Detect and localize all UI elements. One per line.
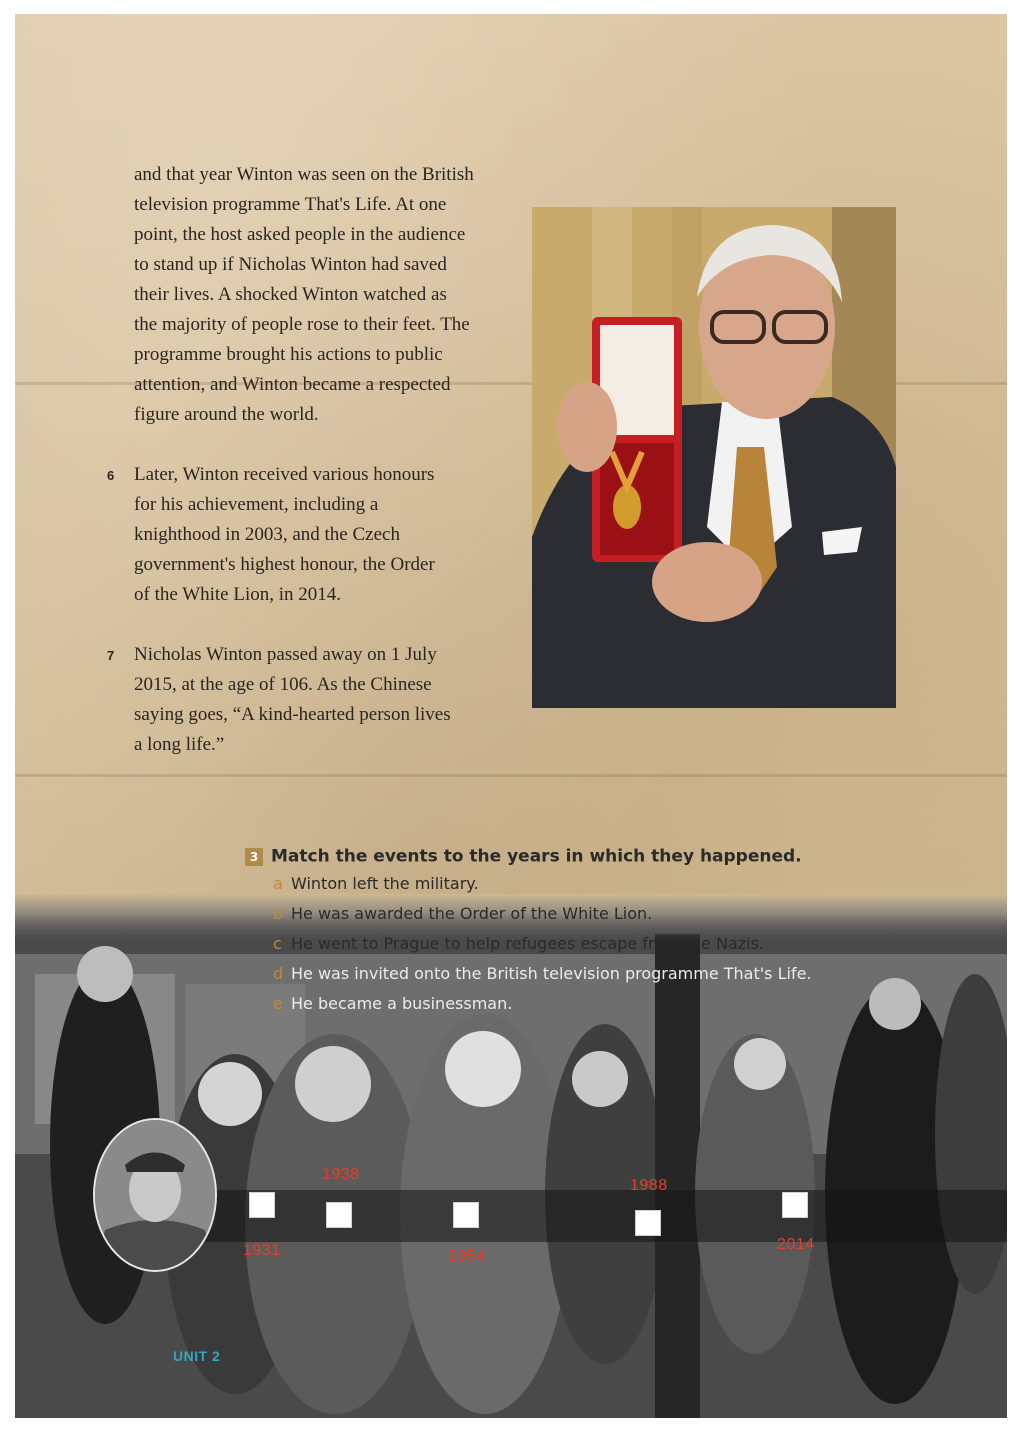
timeline-answer-box[interactable]	[453, 1202, 479, 1228]
exercise-items	[273, 869, 865, 1019]
text-line: government's highest honour, the Order	[134, 554, 435, 575]
timeline-year: 1938	[322, 1166, 360, 1183]
item-letter: e	[273, 993, 283, 1013]
exercise-3	[245, 846, 865, 1019]
timeline-year: 1931	[243, 1242, 281, 1259]
item-text: He was awarded the Order of the White Lion.	[291, 903, 653, 923]
item-text: He became a businessman.	[291, 993, 513, 1013]
text-line: the majority of people rose to their feet. The	[134, 314, 470, 335]
text-line: of the White Lion, in 2014.	[134, 584, 342, 605]
paragraph-5	[134, 160, 514, 430]
text-line	[134, 190, 514, 220]
unit-label: UNIT 2	[173, 1348, 221, 1364]
item-letter: d	[273, 963, 284, 983]
textbook-page	[15, 14, 1007, 1418]
text-line-inner: television programme That's Life. At one	[134, 194, 447, 215]
timeline-year: 1954	[448, 1248, 486, 1265]
paragraph-number: 7	[107, 648, 115, 663]
winton-photo-illustration	[532, 207, 896, 708]
timeline-answer-box[interactable]	[326, 1202, 352, 1228]
item-letter: a	[273, 873, 283, 893]
paragraph-6	[107, 460, 514, 610]
text-line: saying goes, “A kind-hearted person lives	[134, 704, 451, 725]
item-letter: c	[273, 933, 282, 953]
exercise-item-e	[273, 989, 865, 1019]
text-line: point, the host asked people in the audience	[134, 224, 466, 245]
item-text: Winton left the military.	[291, 873, 479, 893]
paper-crease	[15, 774, 1007, 777]
exercise-item-b	[273, 899, 865, 929]
timeline-answer-box[interactable]	[782, 1192, 808, 1218]
text-line: their lives. A shocked Winton watched as	[134, 284, 447, 305]
text-line: programme brought his actions to public	[134, 344, 443, 365]
paragraph-7	[107, 640, 514, 760]
item-text: He went to Prague to help refugees escape from the Nazis.	[291, 933, 765, 953]
timeline-year: 1988	[630, 1177, 668, 1194]
text-line: Later, Winton received various honours	[134, 464, 435, 485]
text-line: for his achievement, including a	[134, 494, 379, 515]
timeline-answer-box[interactable]	[249, 1192, 275, 1218]
exercise-item-d	[273, 959, 865, 989]
soldier-portrait	[93, 1118, 217, 1272]
text-line: attention, and Winton became a respected	[134, 374, 451, 395]
text-line: 2015, at the age of 106. As the Chinese	[134, 674, 432, 695]
text-line: and that year Winton was seen on the British	[134, 164, 474, 185]
timeline-year: 2014	[777, 1236, 815, 1253]
winton-medal-photo	[532, 207, 896, 708]
text-line: figure around the world.	[134, 404, 319, 425]
exercise-item-c	[273, 929, 865, 959]
item-letter: b	[273, 903, 284, 923]
soldier-illustration	[95, 1120, 215, 1270]
exercise-number-badge: 3	[245, 848, 263, 866]
exercise-title: Match the events to the years in which they happened.	[271, 846, 802, 867]
text-line: Nicholas Winton passed away on 1 July	[134, 644, 437, 665]
text-line: to stand up if Nicholas Winton had saved	[134, 254, 447, 275]
timeline-answer-box[interactable]	[635, 1210, 661, 1236]
text-line: a long life.”	[134, 734, 225, 755]
paragraph-number: 6	[107, 468, 115, 483]
exercise-item-a	[273, 869, 865, 899]
exercise-heading	[245, 846, 865, 867]
text-line: knighthood in 2003, and the Czech	[134, 524, 400, 545]
item-text: He was invited onto the British television programme That's Life.	[291, 963, 812, 983]
